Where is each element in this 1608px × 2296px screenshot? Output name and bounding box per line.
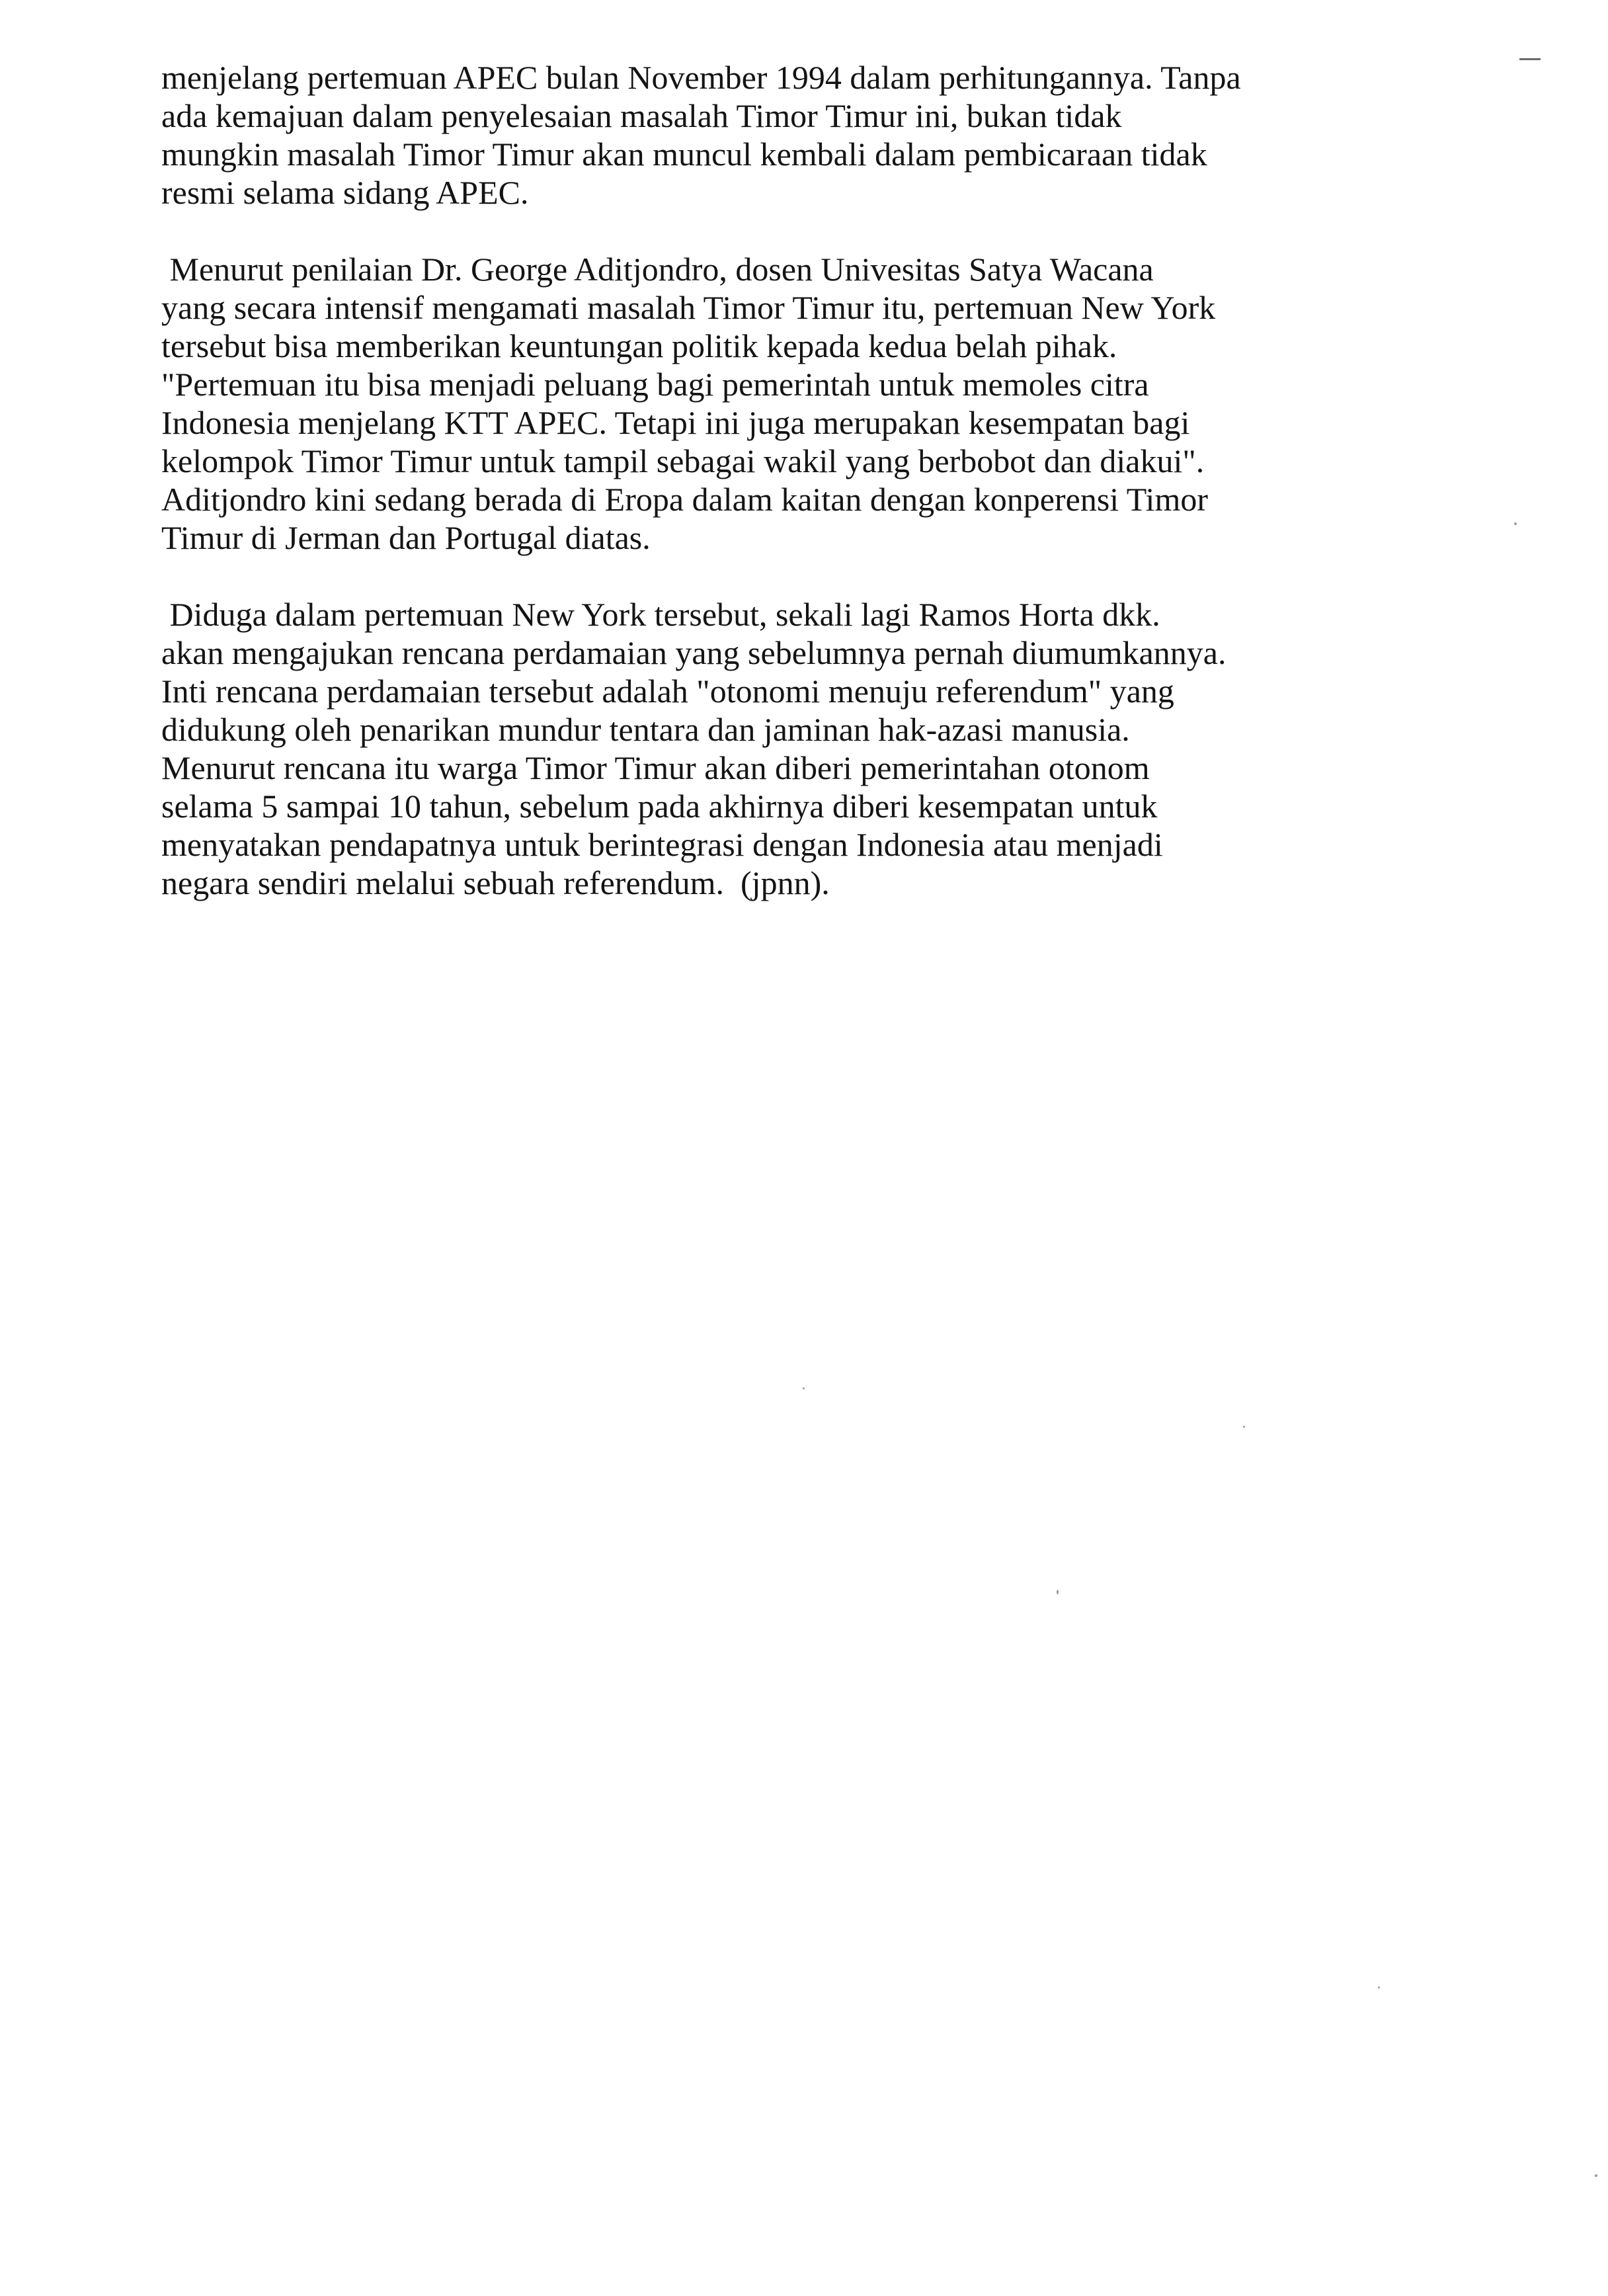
text-line: Timur di Jerman dan Portugal diatas. <box>161 519 651 556</box>
scan-mark <box>1519 58 1541 60</box>
text-line: akan mengajukan rencana perdamaian yang sebelumnya pernah diumumkannya. <box>161 634 1226 671</box>
text-line: Aditjondro kini sedang berada di Eropa dalam kaitan dengan konperensi Timor <box>161 481 1208 518</box>
scan-speck <box>803 1387 805 1389</box>
text-line: Menurut rencana itu warga Timor Timur akan diberi pemerintahan otonom <box>161 749 1150 786</box>
text-line: yang secara intensif mengamati masalah Timor Timur itu, pertemuan New York <box>161 289 1216 326</box>
text-line: Diduga dalam pertemuan New York tersebut, sekali lagi Ramos Horta dkk. <box>161 596 1160 633</box>
text-line: Inti rencana perdamaian tersebut adalah "otonomi menuju referendum" yang <box>161 673 1174 710</box>
article-body <box>161 58 1484 940</box>
scan-speck <box>1243 1426 1245 1428</box>
scan-speck <box>1595 2174 1597 2177</box>
text-line: didukung oleh penarikan mundur tentara dan jaminan hak-azasi manusia. <box>161 711 1130 748</box>
text-line: menyatakan pendapatnya untuk berintegrasi dengan Indonesia atau menjadi <box>161 826 1163 863</box>
paragraph-2 <box>161 250 1484 557</box>
scan-speck <box>1057 1590 1059 1594</box>
scan-speck <box>1378 1987 1380 1988</box>
text-line: Indonesia menjelang KTT APEC. Tetapi ini juga merupakan kesempatan bagi <box>161 404 1190 441</box>
text-line: kelompok Timor Timur untuk tampil sebagai wakil yang berbobot dan diakui". <box>161 442 1205 479</box>
text-line: mungkin masalah Timor Timur akan muncul kembali dalam pembicaraan tidak <box>161 136 1207 173</box>
text-line: menjelang pertemuan APEC bulan November 1994 dalam perhitungannya. Tanpa <box>161 59 1241 96</box>
text-line: negara sendiri melalui sebuah referendum. (jpnn). <box>161 864 830 901</box>
paragraph-3 <box>161 595 1484 902</box>
text-line: tersebut bisa memberikan keuntungan politik kepada kedua belah pihak. <box>161 327 1117 364</box>
text-line: ada kemajuan dalam penyelesaian masalah Timor Timur ini, bukan tidak <box>161 97 1122 134</box>
text-line: Menurut penilaian Dr. George Aditjondro, dosen Univesitas Satya Wacana <box>161 251 1154 288</box>
text-line: resmi selama sidang APEC. <box>161 174 529 211</box>
text-line: "Pertemuan itu bisa menjadi peluang bagi pemerintah untuk memoles citra <box>161 366 1149 403</box>
paragraph-1 <box>161 58 1484 212</box>
scan-speck <box>1514 522 1517 525</box>
text-line: selama 5 sampai 10 tahun, sebelum pada akhirnya diberi kesempatan untuk <box>161 788 1158 825</box>
